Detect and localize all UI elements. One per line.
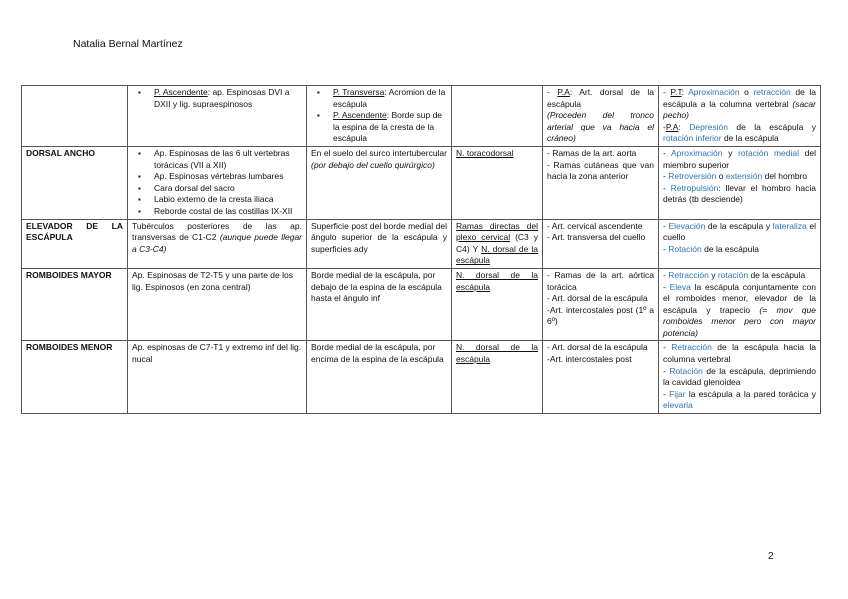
action-cell: - Retracción y rotación de la escápula - Eleva la escápula conjuntamente con el romboides menor, elevador de la escápula y trapecio (= mov que romboides menor pero con mayor potencia) — [659, 268, 821, 341]
table-row — [22, 341, 821, 414]
muscle-table — [21, 85, 821, 414]
nerve-cell: Ramas directas del plexo cervical (C3 y C4) Y N. dorsal de la escápula — [452, 219, 543, 268]
insertion-cell: Borde medial de la escápula, por debajo de la espina de la escápula hasta el ángulo inf — [307, 268, 452, 341]
table-row — [22, 268, 821, 341]
artery-cell: - Ramas de la art. aorta - Ramas cutáneas que van hacia la zona anterior — [543, 146, 659, 219]
origin-cell — [128, 86, 307, 147]
list-item: ▪ Labio externo de la cresta iliaca — [154, 194, 302, 206]
list-item: ▪ Ap. Espinosas vértebras lumbares — [154, 171, 302, 183]
action-cell: - Elevación de la escápula y lateraliza el cuello - Rotación de la escápula — [659, 219, 821, 268]
insertion-cell: En el suelo del surco intertubercular (por debajo del cuello quirúrgico) — [307, 146, 452, 219]
artery-cell: - P.A: Art. dorsal de la escápula (Proceden del tronco arterial que va hacia el cráneo) — [543, 86, 659, 147]
table-row — [22, 146, 821, 219]
origin-cell — [128, 146, 307, 219]
action-cell: - Aproximación y rotación medial del miembro superior - Retroversión o extensión del hombro - Retropulsión: llevar el hombro hacia detrás (tb desciende) — [659, 146, 821, 219]
muscle-name: ROMBOIDES MENOR — [22, 341, 128, 414]
list-item: ▪ P. Ascendente: ap. Espinosas DVI a DXII y lig. supraespinosos — [154, 87, 302, 110]
artery-cell: - Art. dorsal de la escápula -Art. intercostales post — [543, 341, 659, 414]
table-row — [22, 86, 821, 147]
muscle-name: ELEVADOR DE LA ESCÁPULA — [22, 219, 128, 268]
action-cell: - Retracción de la escápula hacia la columna vertebral - Rotación de la escápula, deprimiendo la cavidad glenoidea - Fijar la escápula a la pared torácica y elevarla — [659, 341, 821, 414]
list-item: ▪ Cara dorsal del sacro — [154, 183, 302, 195]
origin-cell: Tubérculos posteriores de las ap. transversas de C1-C2 (aunque puede llegar a C3-C4) — [128, 219, 307, 268]
origin-cell: Ap. Espinosas de T2-T5 y una parte de los lig. Espinosos (en zona central) — [128, 268, 307, 341]
list-item: ▪ Reborde costal de las costillas IX-XII — [154, 206, 302, 218]
nerve-cell: N. dorsal de la escápula — [452, 268, 543, 341]
nerve-cell: N. dorsal de la escápula — [452, 341, 543, 414]
author-name: Natalia Bernal Martínez — [73, 38, 183, 50]
list-item: ▪ Ap. Espinosas de las 6 ult vertebras torácicas (VII a XII) — [154, 148, 302, 171]
artery-cell: - Art. cervical ascendente - Art. transversa del cuello — [543, 219, 659, 268]
action-cell: - P.T: Aproximación o retracción de la escápula a la columna vertebral (sacar pecho) -P.A: Depresión de la escápula y rotación inferior de la escápula — [659, 86, 821, 147]
page-number: 2 — [768, 551, 774, 562]
origin-cell: Ap. espinosas de C7-T1 y extremo inf del lig. nucal — [128, 341, 307, 414]
nerve-cell — [452, 86, 543, 147]
insertion-cell: Borde medial de la escápula, por encima de la espina de la escápula — [307, 341, 452, 414]
muscle-name: ROMBOIDES MAYOR — [22, 268, 128, 341]
list-item: ▪ P. Ascendente: Borde sup de la espina de la cresta de la escápula — [333, 110, 447, 145]
muscle-name: DORSAL ANCHO — [22, 146, 128, 219]
nerve-cell: N. toracodorsal — [452, 146, 543, 219]
artery-cell: - Ramas de la art. aórtica torácica - Art. dorsal de la escápula -Art. intercostales post (1º a 6º) — [543, 268, 659, 341]
insertion-cell: Superficie post del borde medial del ángulo superior de la escápula y superficies ady — [307, 219, 452, 268]
table-row — [22, 219, 821, 268]
list-item: ▪ P. Transversa: Acromion de la escápula — [333, 87, 447, 110]
insertion-cell — [307, 86, 452, 147]
muscle-name — [22, 86, 128, 147]
